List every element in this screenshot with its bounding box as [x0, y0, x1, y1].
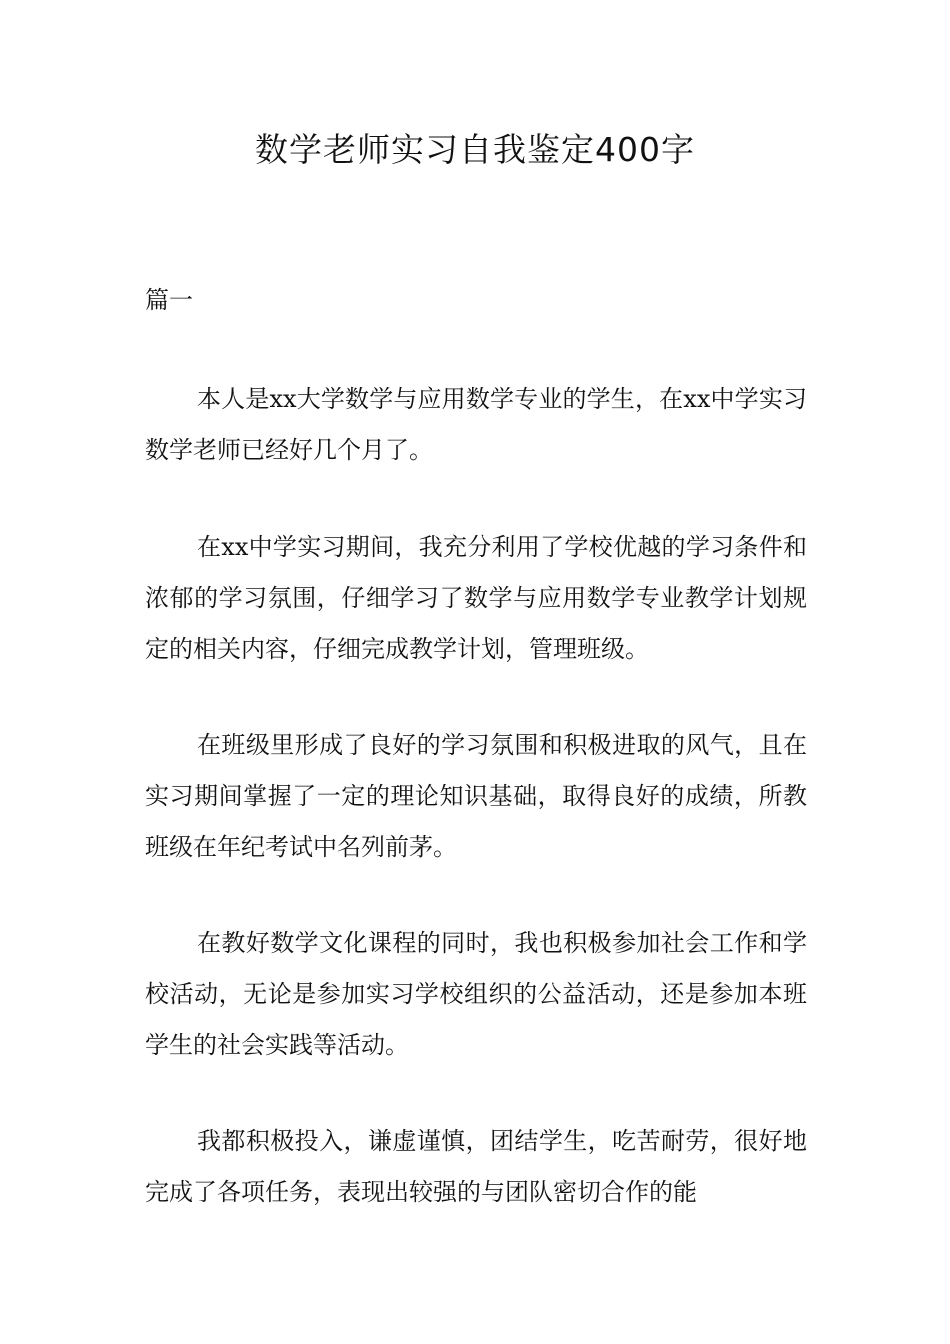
paragraph: 我都积极投入，谦虚谨慎，团结学生，吃苦耐劳，很好地完成了各项任务，表现出较强的与团队密切合作的能 [145, 1127, 807, 1206]
document-title: 数学老师实习自我鉴定400字 [255, 130, 695, 169]
paragraph: 在教好数学文化课程的同时，我也积极参加社会工作和学校活动，无论是参加实习学校组织的公益活动，还是参加本班学生的社会实践等活动。 [145, 929, 807, 1059]
paragraph: 本人是xx大学数学与应用数学专业的学生，在xx中学实习数学老师已经好几个月了。 [145, 385, 807, 464]
paragraph: 在班级里形成了良好的学习氛围和积极进取的风气，且在实习期间掌握了一定的理论知识基础，取得良好的成绩，所教班级在年纪考试中名列前茅。 [145, 731, 807, 861]
section-label: 篇一 [145, 286, 193, 314]
paragraph: 在xx中学实习期间，我充分利用了学校优越的学习条件和浓郁的学习氛围，仔细学习了数学与应用数学专业教学计划规定的相关内容，仔细完成教学计划，管理班级。 [145, 533, 807, 663]
